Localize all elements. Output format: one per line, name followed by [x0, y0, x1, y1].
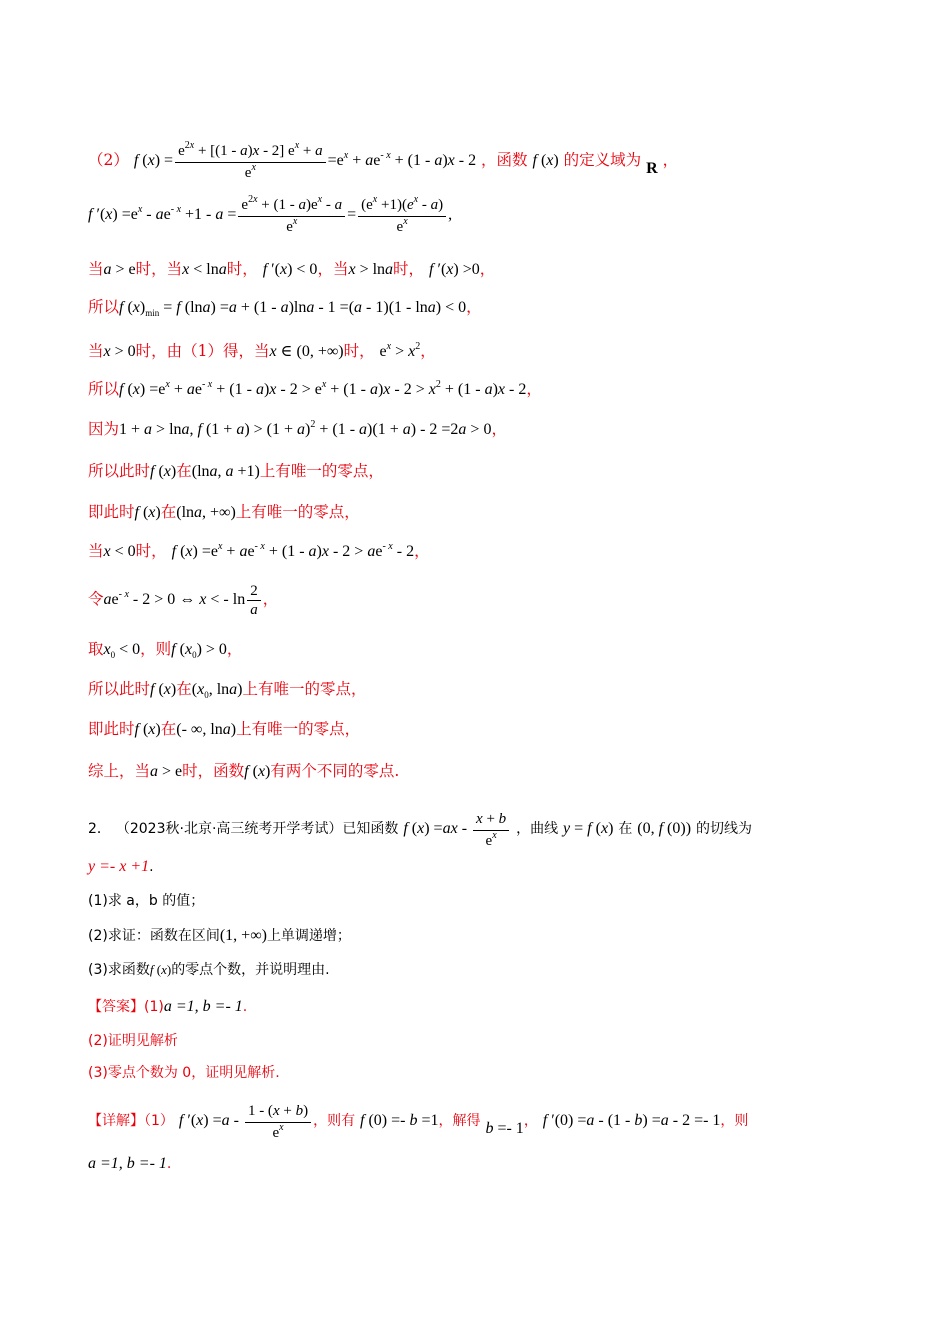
solution-line-4: 所以f $(x)_{min} = f$ (lna) =a + (1 - a)lna - 1 =(a - 1)(1 - lna) < 0，: [88, 298, 482, 318]
solution-line-6: 所以f $(x) =e^x + ae^{- x} + (1 - a)x - 2 > e^x + (1 - a)x - 2 > x^2 + (1 - a)x - 2$，: [88, 379, 542, 398]
solution-line-15: 综上，当a > e时，函数f (x)有两个不同的零点.: [88, 762, 400, 780]
problem-2-statement: 2． （2023秋·北京·高三统考开学考试）已知函数 f (x) =ax - $\frac{x + b}{e^x}$ ，曲线 y = f (x) 在 (0, f (0)) 的切线为: [88, 808, 752, 851]
solution-line-10: 当x < 0时， f $(x) =e^x + ae^{- x} + (1 - a)x - 2 > ae^{- x} - 2$，: [88, 541, 430, 560]
solution-line-1: （2） f (x) = $\frac{e^{2x} + [(1 - a)x - 2] e^x + a}{e^x}$ $=e^x + ae^{- x} + (1 - a)x - 2$ ，函数 f (x) 的定义域为 R ，: [88, 140, 679, 181]
solution-line-7: 因为1 + a > lna, f $(1 + a) > (1 + a)^2 + (1 - a)(1 + a) - 2 =2a > 0$，: [88, 419, 507, 438]
solution-line-11: 令$ae^{- x} - 2 > 0$ ⇔ x < - ln $\frac{2}{a}$ ，: [88, 583, 279, 618]
solution-line-13: 所以此时f (x)在($x_0$, lna)上有唯一的零点，: [88, 680, 367, 700]
question-2: (2)求证：函数在区间(1, +∞)上单调递增；: [88, 927, 351, 944]
solution-line-3: 当a > e时，当x < lna时， f ′(x) < 0，当x > lna时， f ′(x) >0，: [88, 260, 496, 278]
answer-label: 【答案】: [88, 999, 144, 1015]
solution-line-14: 即此时f (x)在(- ∞, lna)上有唯一的零点，: [88, 720, 361, 738]
answer-1: 【答案】(1)a =1, b =- 1.: [88, 998, 248, 1015]
problem-2-tangent: y =- x +1.: [88, 858, 154, 875]
solution-line-5: 当x > 0时，由（1）得，当x ∈ (0, +∞)时， $e^x > x^2$，: [88, 341, 436, 360]
solution-line-12: 取$x_0 < 0$，则f $(x_0) > 0$，: [88, 640, 243, 660]
problem-number: 2．: [88, 821, 111, 838]
detail-line-2: a =1, b =- 1.: [88, 1155, 172, 1172]
solution-line-9: 即此时f (x)在(lna, +∞)上有唯一的零点，: [88, 503, 360, 521]
solution-line-2: [88, 194, 452, 237]
part-label: （2）: [88, 151, 129, 170]
question-3: (3)求函数f (x)的零点个数，并说明理由.: [88, 962, 330, 978]
detail-line-1: 【详解】（1） f ′(x) =a - $\frac{1 - (x + b)}{e^x}$ ，则有 f (0) =- b =1，解得 b =- 1， f ′(0) =a - (1 - b) =a - 2 =- 1，则: [88, 1100, 748, 1143]
formula-derivative: f $'(x) =e^x - ae^{- x} +1 - a$ = $\frac{e^{2x} + (1 - a)e^x - a}{e^x}$ = $\frac{(e^x +1)(e^x - a)}{e^x}$ ,: [88, 194, 453, 235]
detail-label: 【详解】: [88, 1113, 144, 1130]
formula-f-definition: f (x) = $\frac{e^{2x} + [(1 - a)x - 2] e^x + a}{e^x}$ $=e^x + ae^{- x} + (1 - a)x - 2$: [133, 140, 477, 181]
question-1: (1)求 a，b 的值；: [88, 893, 205, 909]
solution-line-8: 所以此时f (x)在(lna, a +1)上有唯一的零点，: [88, 462, 384, 480]
answer-2: (2)证明见解析: [88, 1033, 178, 1049]
answer-3: (3)零点个数为 0，证明见解析.: [88, 1065, 280, 1081]
